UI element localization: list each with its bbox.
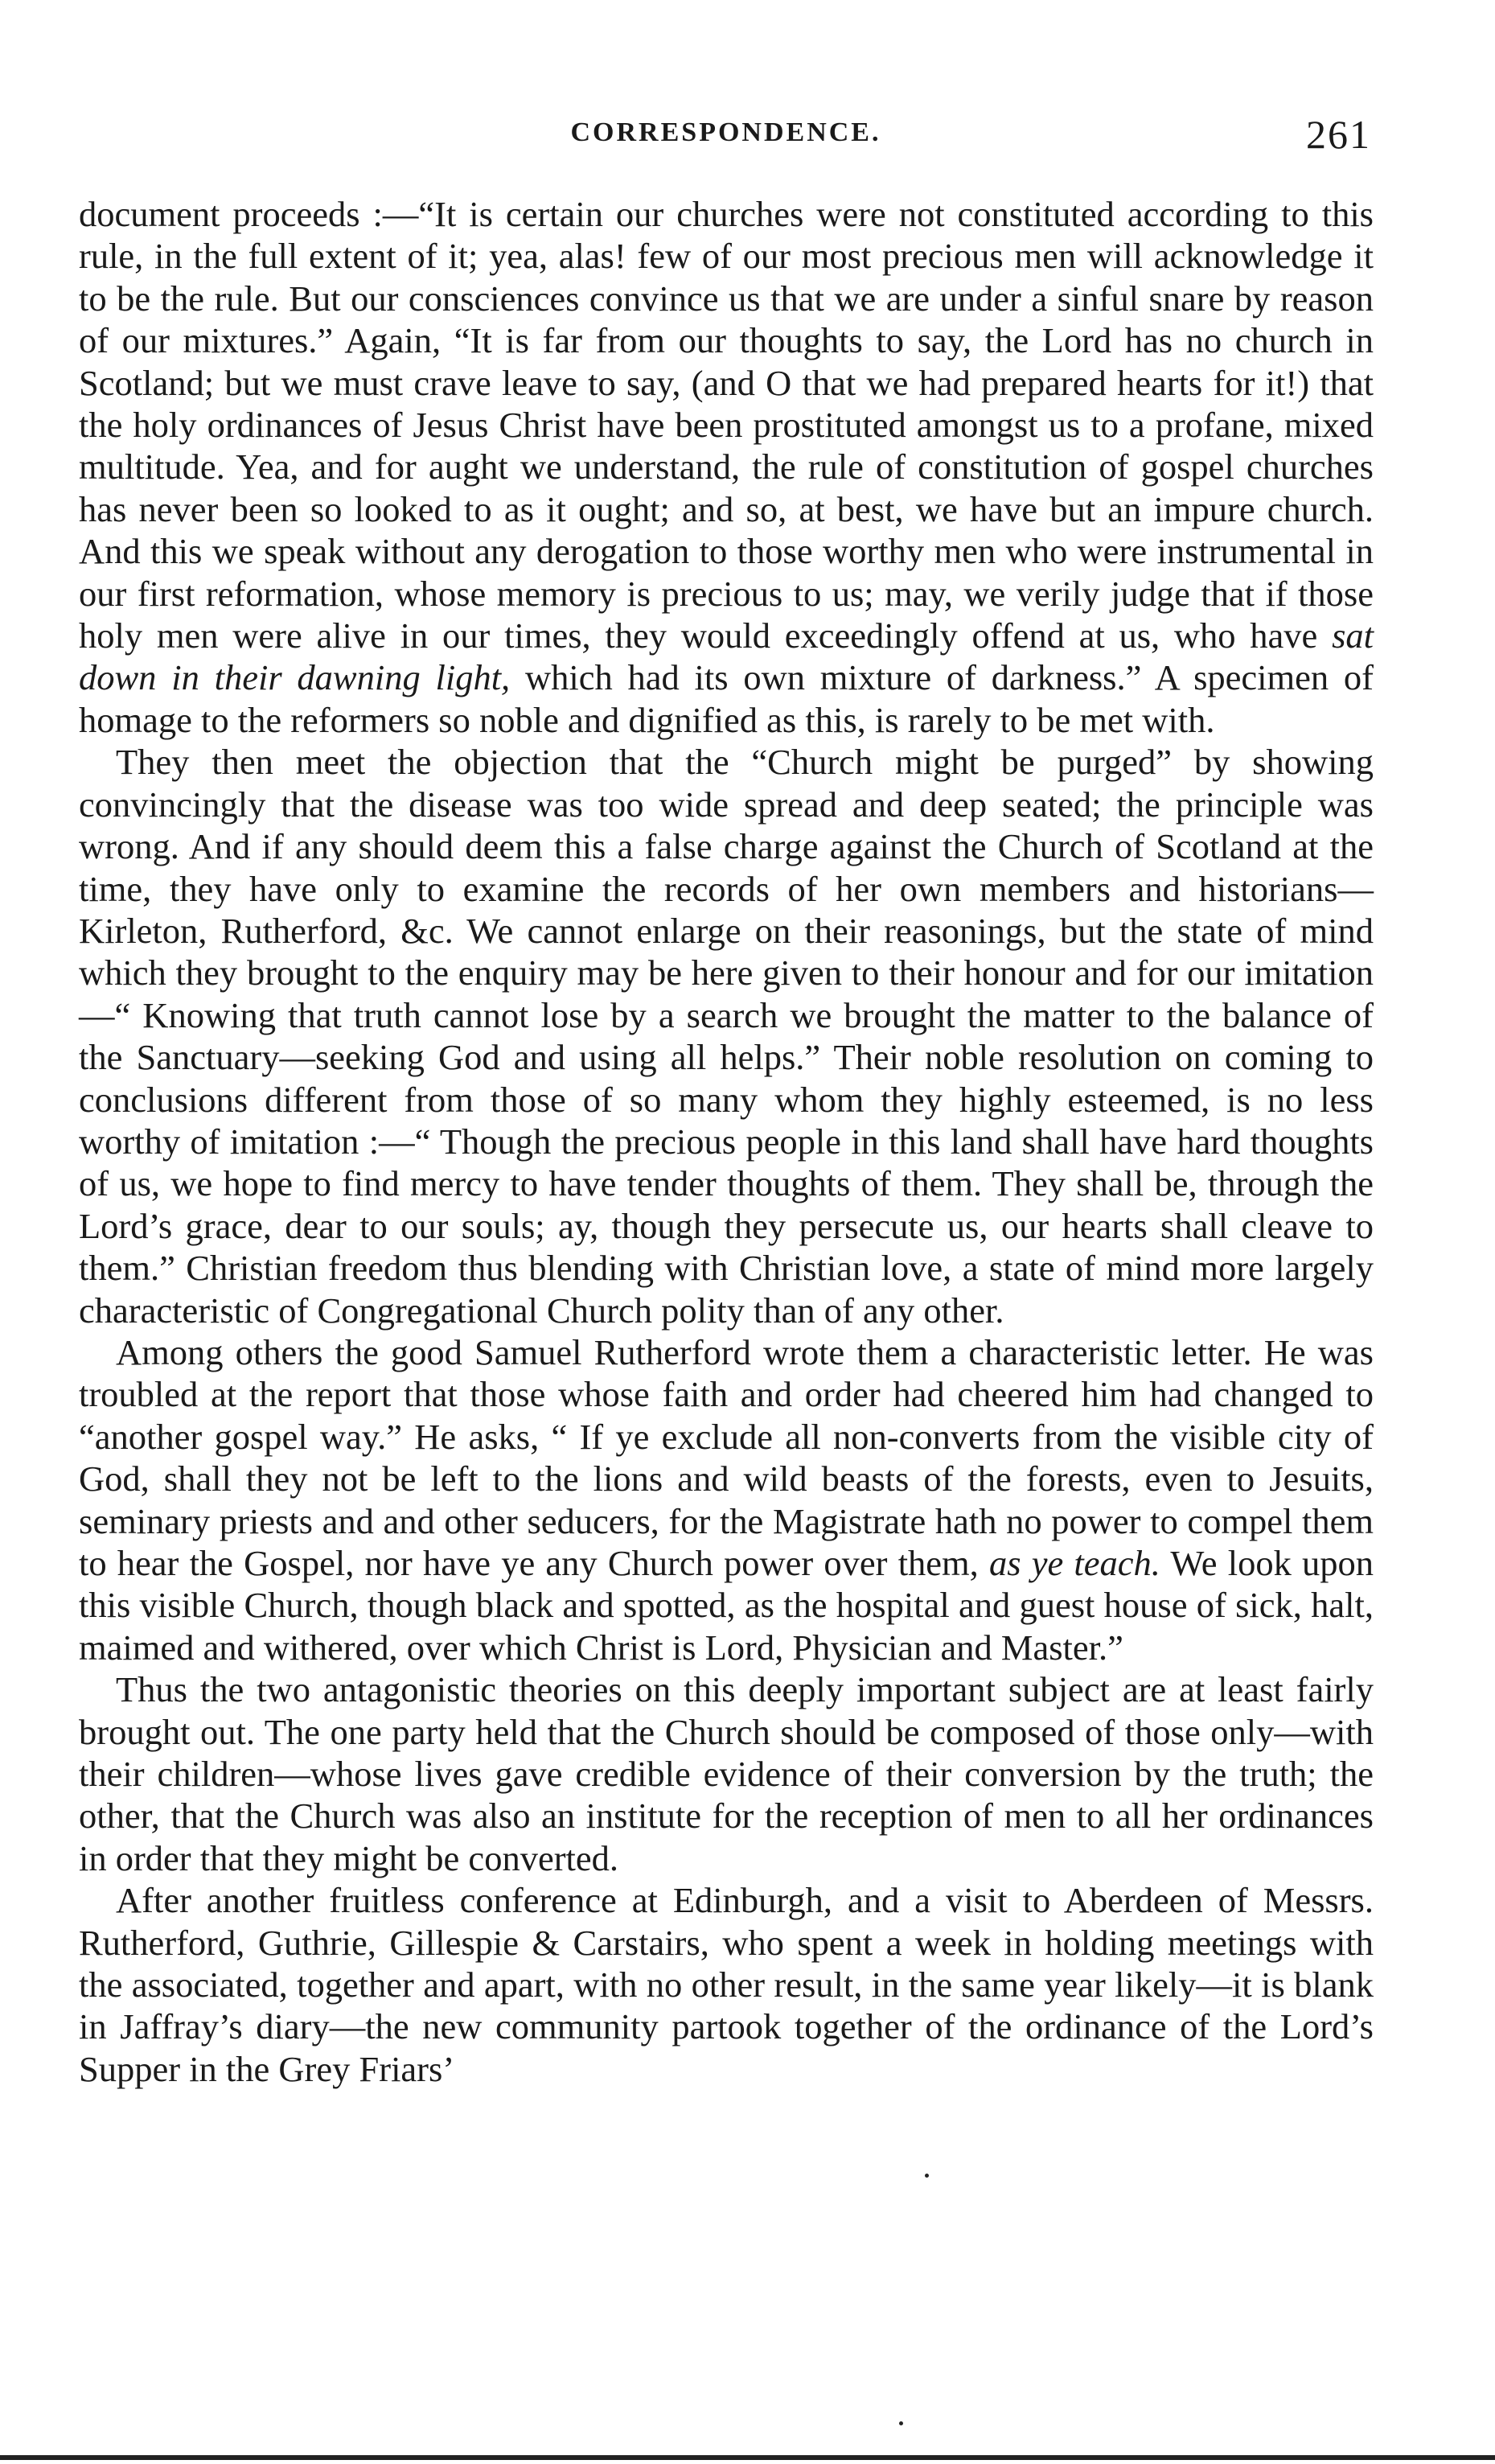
paragraph	[79, 741, 1374, 1331]
page-header	[80, 111, 1371, 167]
paragraph-text: They then meet the objection that the “Church might be purged” by showing convincingly that the disease was too wide spread and deep seated; the principle was wrong. And if any should deem this a false charge against the Church of Scotland at the time, they have only to examine the records of her own members and historians—Kirleton, Rutherford, &c. We cannot enlarge on their reasonings, but the state of mind which they brought to the enquiry may be here given to their honour and for our imitation—“ Knowing that truth cannot lose by a search we brought the matter to the balance of the Sanctuary—seeking God and using all helps.” Their noble resolution on coming to conclusions different from those of so many whom they highly esteemed, is no less worthy of imitation :—“ Though the precious people in this land shall have hard thoughts of us, we hope to find mercy to have tender thoughts of them. They shall be, through the Lord’s grace, dear to our souls; ay, though they persecute us, our hearts shall cleave to them.” Christian freedom thus blending with Christian love, a state of mind more largely characteristic of Congregational Church polity than of any other.	[79, 742, 1374, 1331]
page-number: 261	[1306, 112, 1371, 157]
running-head: CORRESPONDENCE.	[570, 117, 881, 147]
print-speck	[925, 2174, 929, 2178]
paragraph-text: which had its own mixture of darkness.” A specimen of homage to the reformers so noble and dignified as this, is rarely to be met with.	[79, 657, 1374, 740]
paragraph	[79, 193, 1374, 741]
italic-text: as ye teach.	[988, 1543, 1160, 1583]
paragraph-text: After another fruitless conference at Edinburgh, and a visit to Aberdeen of Messrs. Rutherford, Guthrie, Gillespie & Carstairs, who spent a week in holding meetings with the associated, together and apart, with no other result, in the same year likely—it is blank in Jaffray’s diary—the new community partook together of the ordinance of the Lord’s Supper in the Grey Friars’	[79, 1880, 1374, 2089]
italic-text: sat down in their dawning light,	[79, 615, 1374, 698]
body-text	[79, 193, 1374, 2090]
bottom-rule	[0, 2455, 1495, 2460]
paragraph-text: Thus the two antagonistic theories on this deeply important subject are at least fairly brought out. The one party held that the Church should be composed of those only—with their children—whose lives gave credible evidence of their conversion by the truth; the other, that the Church was also an institute for the reception of men to all her ordinances in order that they might be converted.	[79, 1669, 1374, 1878]
paragraph	[79, 1331, 1374, 1668]
paragraph-text: Among others the good Samuel Rutherford wrote them a characteristic letter. He was troubled at the report that those whose faith and order had cheered him had changed to “another gospel way.” He asks, “ If ye exclude all non-converts from the visible city of God, shall they not be left to the lions and wild beasts of the forests, even to Jesuits, seminary priests and and other seducers, for the Magistrate hath no power to compel them to hear the Gospel, nor have ye any Church power over them,	[79, 1331, 1374, 1583]
paragraph	[79, 1879, 1374, 2090]
paragraph	[79, 1668, 1374, 1879]
print-speck	[899, 2421, 903, 2425]
paragraph-text: document proceeds :—“It is certain our churches were not constituted according to this rule, in the full extent of it; yea, alas! few of our most precious men will acknowledge it to be the rule. But our consciences convince us that we are under a sinful snare by reason of our mixtures.” Again, “It is far from our thoughts to say, the Lord has no church in Scotland; but we must crave leave to say, (and O that we had prepared hearts for it!) that the holy ordinances of Jesus Christ have been prostituted amongst us to a profane, mixed multitude. Yea, and for aught we understand, the rule of constitution of gospel churches has never been so looked to as it ought; and so, at best, we have but an impure church. And this we speak without any derogation to those worthy men who were instrumental in our first reformation, whose memory is precious to us; may, we verily judge that if those holy men were alive in our times, they would exceedingly offend at us, who have	[79, 194, 1374, 656]
paragraph-text: We look upon this visible Church, though black and spotted, as the hospital and guest house of sick, halt, maimed and withered, over which Christ is Lord, Physician and Master.”	[79, 1543, 1374, 1668]
